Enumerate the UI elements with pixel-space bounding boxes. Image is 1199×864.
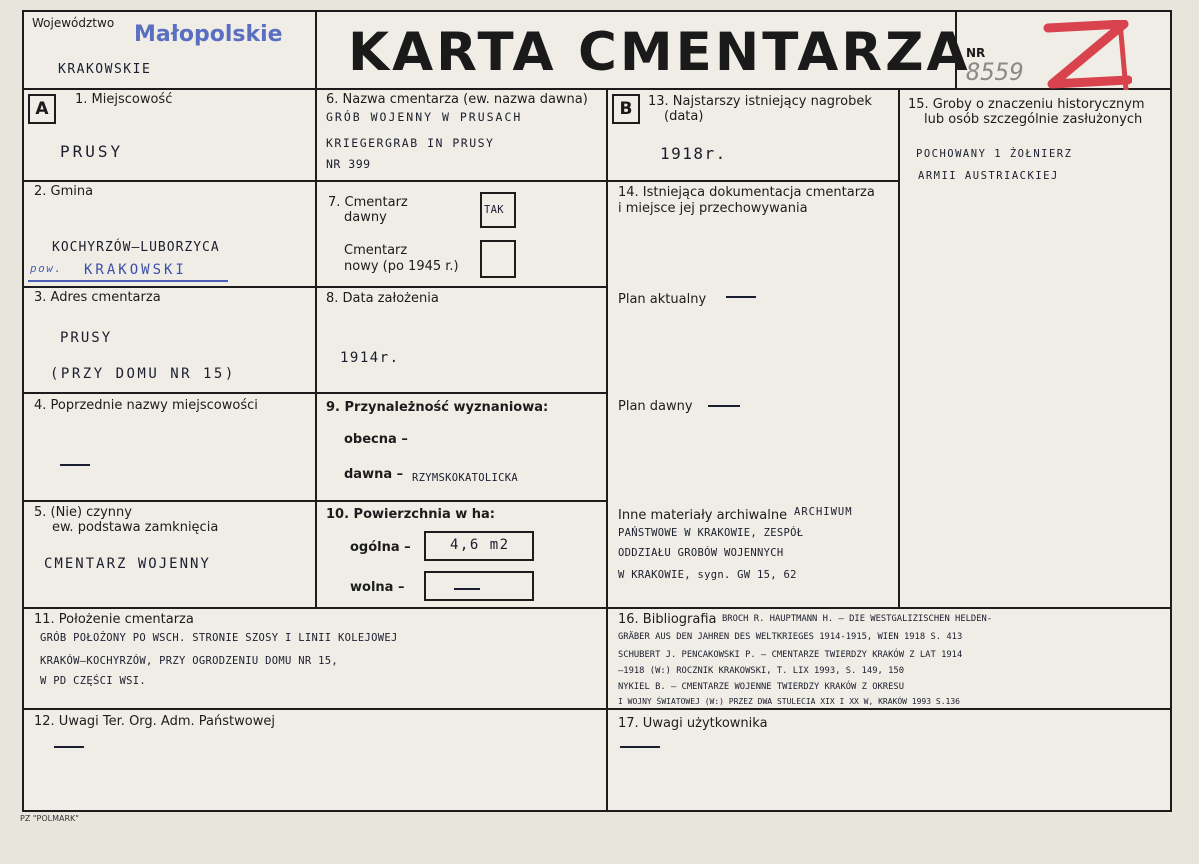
field-1-value: PRUSY: [60, 142, 124, 161]
inne-materialy-value-3: ODDZIAŁU GROBÓW WOJENNYCH: [618, 547, 784, 559]
frame-right: [1170, 10, 1172, 812]
bibliography-line-3: SCHUBERT J. PENCAKOWSKI P. – CMENTARZE TWIERDZY KRAKÓW Z LAT 1914: [618, 650, 963, 660]
ogolna-field[interactable]: [424, 531, 534, 561]
field-4-label: 4. Poprzednie nazwy miejscowości: [34, 398, 258, 413]
bibliography-line-4: –1918 (W:) ROCZNIK KRAKOWSKI, T. LIX 1993, S. 149, 150: [618, 666, 904, 676]
powiat-underline: [28, 280, 228, 282]
section-b-badge: B: [612, 94, 640, 124]
inne-materialy-value-2: PAŃSTWOWE W KRAKOWIE, ZESPÓŁ: [618, 527, 804, 539]
cmentarz-dawny-value: TAK: [484, 204, 504, 216]
field-11-value-1: GRÓB POŁOŻONY PO WSCH. STRONIE SZOSY I LINII KOLEJOWEJ: [40, 632, 398, 644]
row-line-12: [22, 708, 1172, 710]
header-divider: [22, 88, 1172, 90]
field-3-value-2: (PRZY DOMU NR 15): [50, 366, 236, 382]
row-line: [316, 392, 607, 394]
bibliography-line-6: I WOJNY ŚWIATOWEJ (W:) PRZEZ DWA STULECIA XIX I XX W, KRAKÓW 1993 S.136: [618, 697, 960, 706]
field-14-label-2: i miejsce jej przechowywania: [618, 201, 808, 216]
field-17-label: 17. Uwagi użytkownika: [618, 716, 768, 731]
field-8-label: 8. Data założenia: [326, 291, 439, 306]
row-line: [316, 500, 607, 502]
nr-value: 8559: [966, 58, 1024, 86]
field-9-label: 9. Przynależność wyznaniowa:: [326, 400, 549, 415]
field-11-label: 11. Położenie cmentarza: [34, 612, 194, 627]
inne-materialy-value-1: ARCHIWUM: [794, 506, 853, 518]
field-15-label-2: lub osób szczególnie zasłużonych: [924, 112, 1143, 127]
field-7-label-1: 7. Cmentarz: [328, 195, 408, 210]
field-15-label-1: 15. Groby o znaczeniu historycznym: [908, 97, 1145, 112]
row-line: [316, 180, 607, 182]
wojewodztwo-stamp: Małopolskie: [134, 22, 283, 47]
field-7-label-4: nowy (po 1945 r.): [344, 259, 459, 274]
section-a-badge: A: [28, 94, 56, 124]
field-12-label: 12. Uwagi Ter. Org. Adm. Państwowej: [34, 714, 275, 729]
field-14-label-1: 14. Istniejąca dokumentacja cmentarza: [618, 185, 875, 200]
row-line: [22, 392, 316, 394]
inne-materialy-label: Inne materiały archiwalne: [618, 508, 788, 523]
field-8-value: 1914r.: [340, 350, 400, 366]
field-2-value-powiat: KRAKOWSKI: [84, 262, 187, 278]
field-15-value-2: ARMII AUSTRIACKIEJ: [918, 170, 1059, 182]
field-13-value: 1918r.: [660, 144, 727, 163]
frame-bottom: [22, 810, 1172, 812]
field-2-label: 2. Gmina: [34, 184, 94, 199]
field-17-dash: [620, 746, 660, 748]
field-6-value-2: KRIEGERGRAB IN PRUSY: [326, 136, 495, 150]
header-vline-1: [315, 10, 317, 90]
wolna-dash: [454, 588, 480, 590]
field-5-label-1: 5. (Nie) czynny: [34, 505, 132, 520]
page-title: KARTA CMENTARZA: [348, 22, 971, 83]
plan-dawny-dash: [708, 405, 740, 407]
frame-top: [22, 10, 1172, 12]
plan-aktualny-label: Plan aktualny: [618, 292, 707, 307]
frame-left: [22, 10, 24, 812]
field-16-label: 16. Bibliografia: [618, 612, 717, 627]
row-line: [316, 286, 607, 288]
field-15-value-1: POCHOWANY 1 ŻOŁNIERZ: [916, 148, 1073, 160]
bibliography-line-1: BROCH R. HAUPTMANN H. – DIE WESTGALIZISCHEN HELDEN-: [722, 614, 993, 624]
row-line: [22, 286, 316, 288]
row-line: [607, 180, 899, 182]
field-4-dash: [60, 464, 90, 466]
wojewodztwo-label: Województwo: [32, 16, 115, 30]
wojewodztwo-value: KRAKOWSKIE: [58, 62, 152, 77]
field-9-dawna-value: RZYMSKOKATOLICKA: [412, 472, 518, 484]
cmentarz-nowy-checkbox[interactable]: [480, 240, 516, 278]
field-9-dawna: dawna –: [344, 467, 404, 482]
printer-mark: PZ "POLMARK": [20, 814, 79, 823]
bibliography-line-5: NYKIEL B. – CMENTARZE WOJENNE TWIERDZY KRAKÓW Z OKRESU: [618, 682, 904, 692]
col-divider-3: [898, 88, 900, 608]
field-11-value-3: W PD CZĘŚCI WSI.: [40, 675, 146, 687]
field-1-label: 1. Miejscowość: [75, 92, 173, 107]
field-10-label: 10. Powierzchnia w ha:: [326, 507, 496, 522]
field-10-ogolna-label: ogólna –: [350, 540, 411, 555]
ogolna-value: 4,6 m2: [450, 537, 510, 553]
field-6-value-1: GRÓB WOJENNY W PRUSACH: [326, 110, 523, 124]
col-divider-1: [315, 88, 317, 608]
field-7-label-3: Cmentarz: [344, 243, 408, 258]
field-12-dash: [54, 746, 84, 748]
field-2-pow-prefix: pow.: [30, 262, 63, 275]
field-9-obecna: obecna –: [344, 432, 408, 447]
field-10-wolna-label: wolna –: [350, 580, 405, 595]
plan-aktualny-dash: [726, 296, 756, 298]
cmentarz-dawny-checkbox[interactable]: [480, 192, 516, 228]
col-divider-2: [606, 88, 608, 810]
wolna-field[interactable]: [424, 571, 534, 601]
field-3-label: 3. Adres cmentarza: [34, 290, 161, 305]
row-line: [22, 500, 316, 502]
field-2-value-gmina: KOCHYRZÓW–LUBORZYCA: [52, 240, 220, 255]
field-7-label-2: dawny: [344, 210, 387, 225]
nr-label: NR: [966, 46, 986, 60]
row-line-11: [22, 607, 1172, 609]
field-6-label: 6. Nazwa cmentarza (ew. nazwa dawna): [326, 92, 588, 107]
field-11-value-2: KRAKÓW–KOCHYRZÓW, PRZY OGRODZENIU DOMU NR 15,: [40, 655, 338, 667]
bibliography-line-2: GRÄBER AUS DEN JAHREN DES WELTKRIEGES 1914-1915, WIEN 1918 S. 413: [618, 632, 963, 642]
field-13-label-2: (data): [664, 109, 704, 124]
field-5-value: CMENTARZ WOJENNY: [44, 556, 211, 572]
row-line: [22, 180, 316, 182]
plan-dawny-label: Plan dawny: [618, 399, 693, 414]
field-6-value-3: NR 399: [326, 157, 371, 171]
inne-materialy-value-4: W KRAKOWIE, sygn. GW 15, 62: [618, 569, 797, 581]
field-13-label-1: 13. Najstarszy istniejący nagrobek: [648, 94, 872, 109]
field-3-value-1: PRUSY: [60, 330, 113, 346]
red-z-mark: [1040, 20, 1132, 90]
field-5-label-2: ew. podstawa zamknięcia: [52, 520, 219, 535]
